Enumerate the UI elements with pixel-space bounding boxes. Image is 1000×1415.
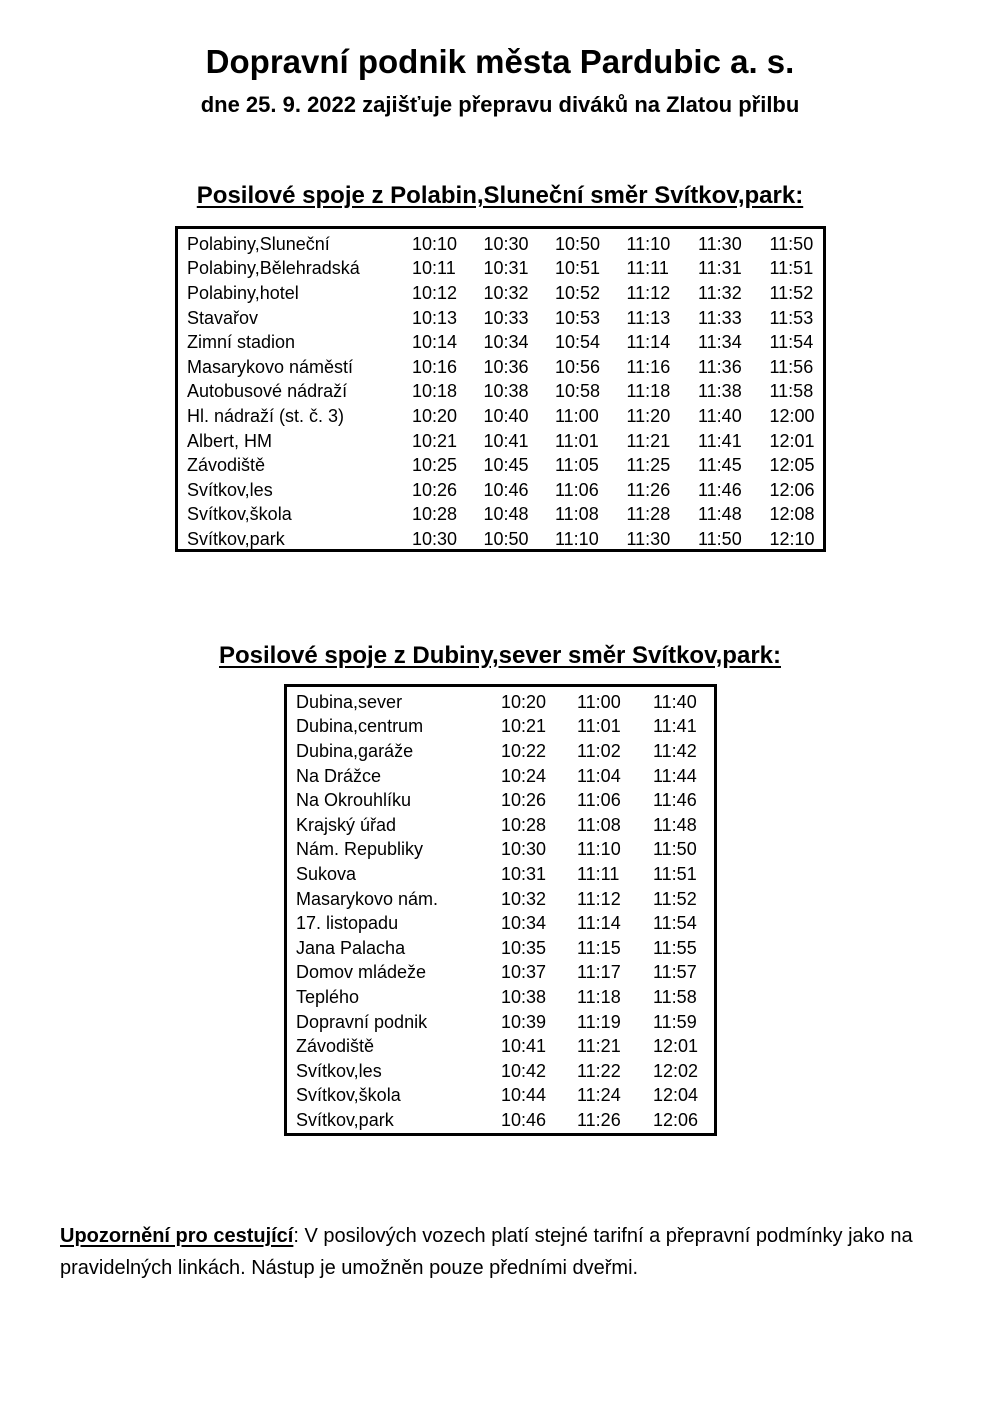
departure-time: 12:06 — [653, 1109, 699, 1130]
departure-time: 11:28 — [626, 504, 671, 525]
departure-time: 11:14 — [577, 913, 621, 934]
departure-time: 11:46 — [698, 479, 742, 500]
departure-time: 10:20 — [412, 405, 458, 426]
departure-time: 10:34 — [483, 332, 529, 353]
departure-time: 11:11 — [577, 863, 620, 884]
section2-heading: Posilové spoje z Dubiny,sever směr Svítkov,park: — [219, 642, 781, 669]
departure-time: 11:06 — [577, 790, 621, 811]
departure-time: 11:05 — [555, 455, 599, 476]
stop-name: Teplého — [296, 986, 360, 1007]
departure-time: 10:10 — [412, 233, 458, 254]
stop-name: Polabiny,Sluneční — [187, 233, 330, 254]
departure-time: 10:33 — [483, 307, 529, 328]
stop-name: Hl. nádraží (st. č. 3) — [187, 405, 345, 426]
departure-time: 10:38 — [501, 986, 547, 1007]
departure-time: 12:04 — [653, 1085, 699, 1106]
departure-time: 11:50 — [769, 233, 814, 254]
table-row — [178, 404, 823, 429]
stop-name: Sukova — [296, 863, 357, 884]
table-row — [287, 887, 714, 912]
departure-time: 11:02 — [577, 740, 621, 761]
departure-time: 10:34 — [501, 913, 547, 934]
table-row — [178, 232, 823, 257]
stop-name: Albert, HM — [187, 430, 273, 451]
table-row — [178, 330, 823, 355]
departure-time: 11:54 — [769, 332, 814, 353]
table-row — [287, 715, 714, 740]
departure-time: 10:14 — [412, 332, 458, 353]
stop-name: Masarykovo náměstí — [187, 356, 354, 377]
departure-time: 11:12 — [626, 282, 671, 303]
table-row — [178, 306, 823, 331]
table-row — [178, 355, 823, 380]
table-row — [287, 936, 714, 961]
departure-time: 11:21 — [626, 430, 671, 451]
departure-time: 10:16 — [412, 356, 458, 377]
departure-time: 10:13 — [412, 307, 458, 328]
departure-time: 11:48 — [653, 814, 697, 835]
departure-time: 10:54 — [555, 332, 601, 353]
departure-time: 10:12 — [412, 282, 458, 303]
departure-time: 11:41 — [653, 716, 697, 737]
departure-time: 11:33 — [698, 307, 742, 328]
table-row — [287, 813, 714, 838]
departure-time: 10:51 — [555, 258, 601, 279]
departure-time: 10:46 — [501, 1109, 547, 1130]
stop-name: Polabiny,Bělehradská — [187, 258, 360, 279]
departure-time: 11:10 — [577, 839, 621, 860]
stop-name: Dubina,sever — [296, 691, 403, 712]
departure-time: 11:59 — [653, 1011, 697, 1032]
stop-name: Dopravní podnik — [296, 1011, 428, 1032]
stop-name: Dubina,garáže — [296, 740, 414, 761]
departure-time: 10:11 — [412, 258, 456, 279]
stop-name: Závodiště — [187, 455, 266, 476]
departure-time: 10:28 — [412, 504, 458, 525]
notice-label: Upozornění pro cestující — [60, 1225, 294, 1247]
departure-time: 11:10 — [555, 528, 599, 549]
departure-time: 11:51 — [653, 863, 697, 884]
departure-time: 11:53 — [769, 307, 814, 328]
stop-name: Svítkov,park — [296, 1109, 394, 1130]
departure-time: 11:31 — [698, 258, 742, 279]
table-row — [178, 503, 823, 528]
departure-time: 10:30 — [483, 233, 529, 254]
stop-name: Masarykovo nám. — [296, 888, 439, 909]
departure-time: 11:17 — [577, 962, 621, 983]
table-row — [287, 739, 714, 764]
departure-time: 11:36 — [698, 356, 742, 377]
departure-time: 10:22 — [501, 740, 547, 761]
passenger-notice — [60, 1220, 940, 1284]
departure-time: 11:30 — [698, 233, 742, 254]
departure-time: 10:45 — [483, 455, 529, 476]
departure-time: 11:26 — [577, 1109, 621, 1130]
departure-time: 12:05 — [769, 455, 815, 476]
departure-time: 11:08 — [577, 814, 621, 835]
departure-time: 10:38 — [483, 381, 529, 402]
departure-time: 10:46 — [483, 479, 529, 500]
departure-time: 10:56 — [555, 356, 601, 377]
notice-separator: : — [293, 1225, 299, 1247]
departure-time: 10:35 — [501, 937, 547, 958]
departure-time: 11:21 — [577, 1036, 621, 1057]
stop-name: Svítkov,škola — [296, 1085, 401, 1106]
departure-time: 10:41 — [501, 1036, 547, 1057]
departure-time: 10:48 — [483, 504, 529, 525]
departure-time: 11:06 — [555, 479, 599, 500]
departure-time: 10:37 — [501, 962, 547, 983]
departure-time: 12:10 — [769, 528, 815, 549]
departure-time: 11:30 — [626, 528, 671, 549]
table-row — [287, 838, 714, 863]
departure-time: 11:50 — [653, 839, 697, 860]
departure-time: 10:58 — [555, 381, 601, 402]
departure-time: 11:01 — [555, 430, 599, 451]
stop-name: 17. listopadu — [296, 913, 399, 934]
departure-time: 11:58 — [653, 986, 697, 1007]
departure-time: 11:19 — [577, 1011, 621, 1032]
departure-time: 11:46 — [653, 790, 697, 811]
departure-time: 10:52 — [555, 282, 601, 303]
departure-time: 10:40 — [483, 405, 529, 426]
departure-time: 11:52 — [653, 888, 697, 909]
departure-time: 11:04 — [577, 765, 621, 786]
departure-time: 10:31 — [483, 258, 529, 279]
departure-time: 11:26 — [626, 479, 671, 500]
table-row — [287, 788, 714, 813]
departure-time: 10:39 — [501, 1011, 547, 1032]
table-row — [287, 911, 714, 936]
stop-name: Krajský úřad — [296, 814, 397, 835]
stop-name: Autobusové nádraží — [187, 381, 348, 402]
departure-time: 12:08 — [769, 504, 815, 525]
departure-time: 11:24 — [577, 1085, 621, 1106]
stop-name: Na Drážce — [296, 765, 382, 786]
departure-time: 11:20 — [626, 405, 671, 426]
departure-time: 10:30 — [412, 528, 458, 549]
table-row — [287, 862, 714, 887]
departure-time: 11:13 — [626, 307, 671, 328]
departure-time: 11:32 — [698, 282, 742, 303]
departure-time: 10:31 — [501, 863, 547, 884]
departure-time: 11:16 — [626, 356, 671, 377]
departure-time: 10:18 — [412, 381, 458, 402]
departure-time: 11:22 — [577, 1060, 621, 1081]
stop-name: Nám. Republiky — [296, 839, 424, 860]
departure-time: 12:02 — [653, 1060, 699, 1081]
departure-time: 10:53 — [555, 307, 601, 328]
departure-time: 11:14 — [626, 332, 671, 353]
departure-time: 11:52 — [769, 282, 814, 303]
departure-time: 10:32 — [501, 888, 547, 909]
stop-name: Na Okrouhlíku — [296, 790, 412, 811]
departure-time: 11:11 — [626, 258, 669, 279]
stop-name: Zimní stadion — [187, 332, 296, 353]
departure-time: 11:40 — [698, 405, 742, 426]
timetable-polabiny — [175, 226, 826, 552]
departure-time: 11:55 — [653, 937, 697, 958]
table-row — [287, 1010, 714, 1035]
departure-time: 12:00 — [769, 405, 815, 426]
stop-name: Domov mládeže — [296, 962, 427, 983]
departure-time: 10:41 — [483, 430, 529, 451]
departure-time: 11:38 — [698, 381, 742, 402]
departure-time: 10:26 — [412, 479, 458, 500]
stop-name: Polabiny,hotel — [187, 282, 299, 303]
departure-time: 11:10 — [626, 233, 671, 254]
page-subtitle: dne 25. 9. 2022 zajišťuje přepravu diváků na Zlatou přilbu — [200, 92, 800, 117]
departure-time: 10:42 — [501, 1060, 547, 1081]
departure-time: 10:50 — [555, 233, 601, 254]
departure-time: 10:30 — [501, 839, 547, 860]
departure-time: 11:12 — [577, 888, 621, 909]
stop-name: Svítkov,park — [187, 528, 285, 549]
timetable-rows — [287, 687, 714, 1133]
departure-time: 11:25 — [626, 455, 671, 476]
departure-time: 10:25 — [412, 455, 458, 476]
stop-name: Stavařov — [187, 307, 259, 328]
table-row — [178, 527, 823, 552]
departure-time: 11:40 — [653, 691, 697, 712]
notice-text: V posilových vozech platí stejné tarifní a přepravní podmínky jako na pravidelných linkách. Nástup je umožněn pouze předními dveřmi. — [60, 1225, 913, 1279]
departure-time: 10:21 — [501, 716, 547, 737]
timetable-dubina — [284, 684, 717, 1136]
table-row — [287, 1108, 714, 1133]
stop-name: Dubina,centrum — [296, 716, 424, 737]
departure-time: 10:36 — [483, 356, 529, 377]
table-row — [178, 281, 823, 306]
timetable-rows — [178, 229, 823, 552]
departure-time: 10:32 — [483, 282, 529, 303]
departure-time: 12:01 — [769, 430, 815, 451]
departure-time: 11:58 — [769, 381, 814, 402]
departure-time: 10:21 — [412, 430, 458, 451]
section1-heading: Posilové spoje z Polabin,Sluneční směr Svítkov,park: — [196, 182, 804, 209]
departure-time: 11:34 — [698, 332, 742, 353]
departure-time: 10:24 — [501, 765, 547, 786]
table-row — [287, 985, 714, 1010]
departure-time: 11:01 — [577, 716, 621, 737]
departure-time: 11:08 — [555, 504, 599, 525]
departure-time: 11:18 — [626, 381, 671, 402]
departure-time: 11:18 — [577, 986, 621, 1007]
departure-time: 11:15 — [577, 937, 621, 958]
table-row — [287, 961, 714, 986]
stop-name: Závodiště — [296, 1036, 375, 1057]
departure-time: 10:20 — [501, 691, 547, 712]
departure-time: 12:01 — [653, 1036, 699, 1057]
departure-time: 10:26 — [501, 790, 547, 811]
departure-time: 11:48 — [698, 504, 742, 525]
departure-time: 11:00 — [555, 405, 599, 426]
table-row — [178, 429, 823, 454]
table-row — [178, 453, 823, 478]
table-row — [178, 257, 823, 282]
departure-time: 11:42 — [653, 740, 697, 761]
table-row — [178, 380, 823, 405]
departure-time: 11:50 — [698, 528, 742, 549]
page-title: Dopravní podnik města Pardubic a. s. — [205, 43, 795, 80]
departure-time: 11:45 — [698, 455, 742, 476]
table-row — [287, 1034, 714, 1059]
departure-time: 11:56 — [769, 356, 814, 377]
stop-name: Svítkov,les — [296, 1060, 382, 1081]
table-row — [287, 764, 714, 789]
departure-time: 11:57 — [653, 962, 697, 983]
departure-time: 12:06 — [769, 479, 815, 500]
table-row — [287, 1084, 714, 1109]
departure-time: 10:50 — [483, 528, 529, 549]
departure-time: 11:00 — [577, 691, 621, 712]
stop-name: Svítkov,škola — [187, 504, 292, 525]
table-row — [287, 690, 714, 715]
table-row — [178, 478, 823, 503]
stop-name: Jana Palacha — [296, 937, 406, 958]
departure-time: 11:51 — [769, 258, 814, 279]
stop-name: Svítkov,les — [187, 479, 273, 500]
departure-time: 10:28 — [501, 814, 547, 835]
departure-time: 11:41 — [698, 430, 742, 451]
departure-time: 10:44 — [501, 1085, 547, 1106]
departure-time: 11:54 — [653, 913, 697, 934]
departure-time: 11:44 — [653, 765, 697, 786]
table-row — [287, 1059, 714, 1084]
